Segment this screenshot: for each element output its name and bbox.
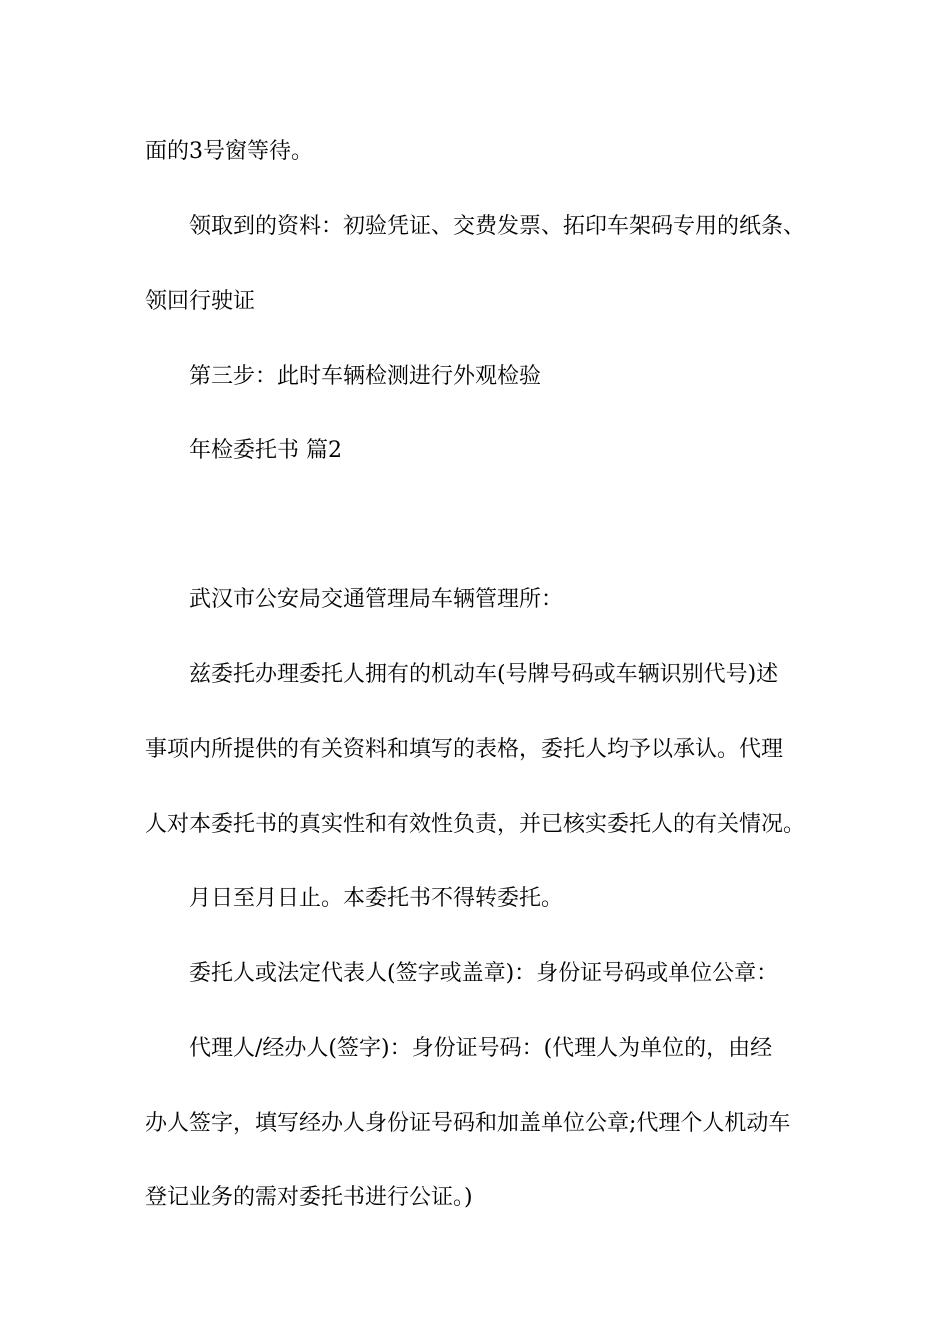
- paragraph-line-14: 登记业务的需对委托书进行公证。): [145, 1185, 473, 1210]
- paragraph-line-13: 办人签字，填写经办人身份证号码和加盖单位公章;代理个人机动车: [145, 1111, 791, 1136]
- paragraph-line-12: 代理人/经办人(签字)：身份证号码：(代理人为单位的，由经: [189, 1036, 773, 1061]
- section-heading: 年检委托书 篇2: [189, 438, 342, 463]
- paragraph-line-1: 面的3号窗等待。: [145, 139, 313, 164]
- paragraph-line-8: 事项内所提供的有关资料和填写的表格，委托人均予以承认。代理: [145, 737, 784, 762]
- paragraph-line-3: 领回行驶证: [145, 289, 256, 314]
- paragraph-line-10: 月日至月日止。本委托书不得转委托。: [189, 886, 564, 911]
- paragraph-line-7: 兹委托办理委托人拥有的机动车(号牌号码或车辆识别代号)述: [189, 662, 779, 687]
- paragraph-line-9: 人对本委托书的真实性和有效性负责，并已核实委托人的有关情况。: [145, 812, 806, 837]
- paragraph-line-2: 领取到的资料：初验凭证、交费发票、拓印车架码专用的纸条、: [189, 214, 806, 239]
- addressee-line: 武汉市公安局交通管理局车辆管理所：: [189, 587, 564, 612]
- paragraph-line-11: 委托人或法定代表人(签字或盖章)：身份证号码或单位公章：: [189, 961, 779, 986]
- paragraph-line-4: 第三步：此时车辆检测进行外观检验: [189, 364, 542, 389]
